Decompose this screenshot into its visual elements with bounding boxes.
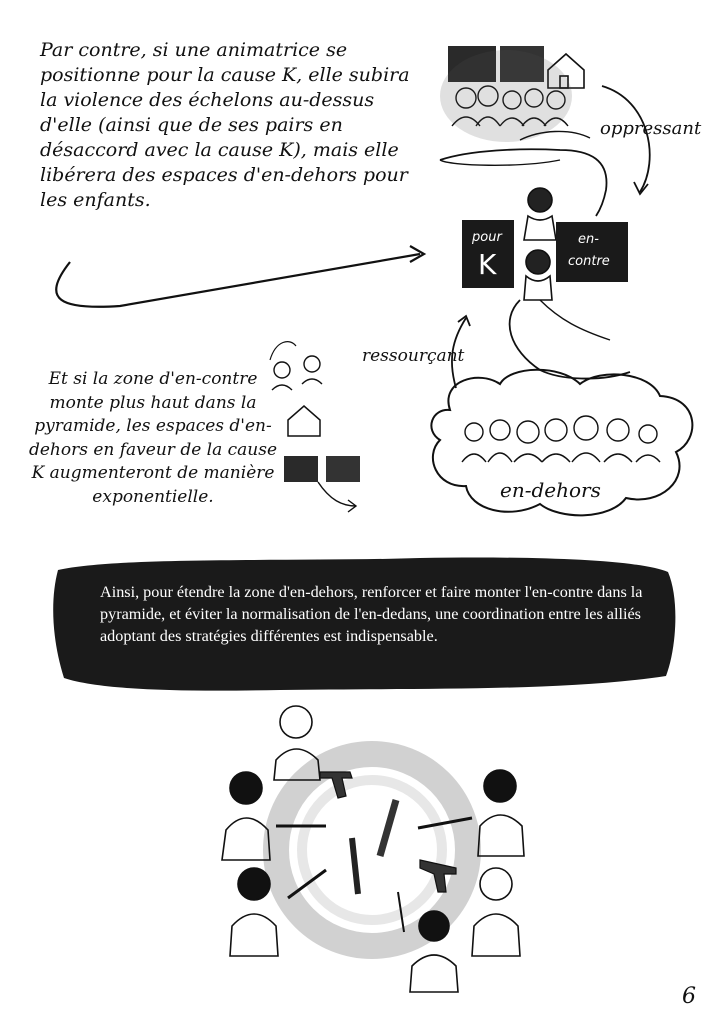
box-pour-line1: pour bbox=[472, 230, 502, 245]
label-oppressant: oppressant bbox=[600, 118, 702, 139]
figure-woman-middle bbox=[524, 250, 552, 300]
box-en-contre-line2: contre bbox=[568, 254, 610, 269]
small-house-icon bbox=[288, 406, 320, 436]
arrow-to-diagram bbox=[56, 254, 420, 307]
box-pour-k bbox=[462, 220, 514, 288]
box-en-contre bbox=[556, 222, 628, 282]
small-dark-photo-1 bbox=[284, 456, 318, 482]
top-hand bbox=[440, 149, 607, 216]
page-number: 6 bbox=[682, 984, 696, 1009]
box-en-contre-line1: en- bbox=[578, 232, 599, 247]
small-person-icons bbox=[272, 356, 322, 390]
text-middle-paragraph: Et si la zone d'en-contre monte plus haut dans la pyramide, les espaces d'en-dehors en faveur de la cause K augmenteront de manière exponentielle. bbox=[28, 369, 278, 507]
banner-text: Ainsi, pour étendre la zone d'en-dehors, renforcer et faire monter l'en-contre dans la pyramide, et éviter la normalisation de l'en-dedans, une coordination entre les alliés adoptant des stratégies différentes est indispensable. bbox=[100, 583, 643, 645]
arrow-oppressant bbox=[602, 86, 650, 192]
small-dark-photo-2 bbox=[326, 456, 360, 482]
group-of-children bbox=[462, 416, 660, 462]
figure-man-top bbox=[524, 188, 556, 240]
box-pour-line2: K bbox=[478, 248, 497, 281]
label-en-dehors: en-dehors bbox=[500, 478, 601, 502]
text-top-paragraph: Par contre, si une animatrice se positionne pour la cause K, elle subira la violence des échelons au-dessus d'elle (ainsi que de ses pairs en désaccord avec la cause K), mais elle libérera des espaces d'en-dehors pour les enfants. bbox=[40, 39, 410, 211]
bottom-hand bbox=[510, 300, 630, 379]
label-ressourcant: ressourçant bbox=[362, 346, 465, 366]
